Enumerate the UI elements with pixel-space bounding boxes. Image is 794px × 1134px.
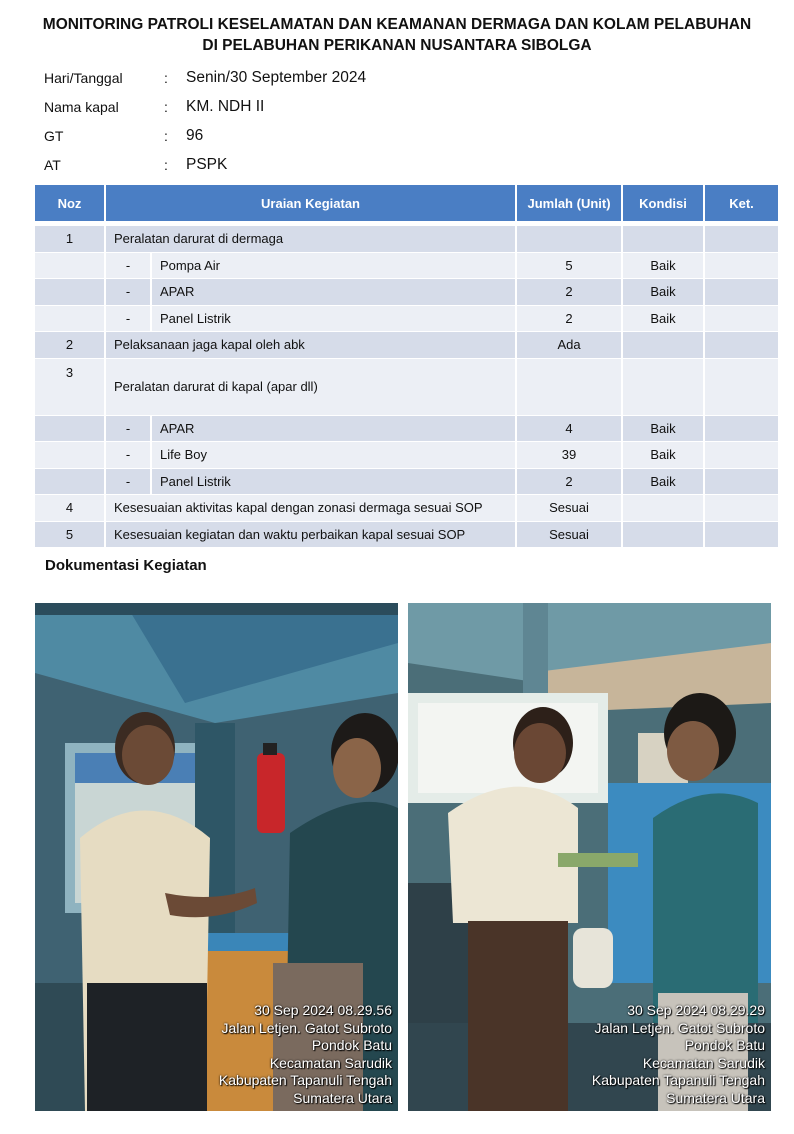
table-row — [35, 305, 780, 332]
row-no: 1 — [35, 225, 106, 252]
row-no — [35, 278, 106, 305]
row-description: Peralatan darurat di dermaga — [106, 225, 517, 252]
row-condition: Baik — [623, 415, 705, 442]
row-quantity — [517, 358, 623, 415]
row-condition: Baik — [623, 441, 705, 468]
photo-1-timestamp — [219, 1002, 392, 1107]
row-no: 3 — [35, 358, 106, 415]
activity-photo-1 — [35, 603, 398, 1111]
row-dash: - — [106, 415, 152, 442]
row-quantity: 2 — [517, 468, 623, 495]
stamp-line: Jalan Letjen. Gatot Subroto — [594, 1019, 765, 1036]
info-label: AT — [44, 157, 61, 173]
row-no: 5 — [35, 521, 106, 548]
row-notes — [705, 278, 780, 305]
row-no: 4 — [35, 494, 106, 521]
row-description: APAR — [152, 415, 517, 442]
row-notes — [705, 521, 780, 548]
row-description: Kesesuaian kegiatan dan waktu perbaikan kapal sesuai SOP — [106, 521, 517, 548]
row-condition: Baik — [623, 305, 705, 332]
info-value: KM. NDH II — [186, 98, 265, 115]
row-dash: - — [106, 278, 152, 305]
row-condition: Baik — [623, 468, 705, 495]
photo-2-timestamp — [592, 1002, 765, 1107]
table-row — [35, 252, 780, 279]
row-description: Panel Listrik — [152, 468, 517, 495]
row-dash: - — [106, 441, 152, 468]
row-description: Pompa Air — [152, 252, 517, 279]
row-quantity: 39 — [517, 441, 623, 468]
header-description: Uraian Kegiatan — [106, 185, 517, 221]
row-notes — [705, 305, 780, 332]
row-no — [35, 415, 106, 442]
row-description: Panel Listrik — [152, 305, 517, 332]
row-no — [35, 305, 106, 332]
stamp-line: Sumatera Utara — [666, 1089, 765, 1106]
stamp-line: Pondok Batu — [684, 1037, 765, 1053]
row-notes — [705, 494, 780, 521]
row-quantity — [517, 225, 623, 252]
table-row — [35, 358, 780, 415]
info-label: Hari/Tanggal — [44, 70, 123, 86]
row-notes — [705, 441, 780, 468]
table-row — [35, 331, 780, 358]
table-row — [35, 494, 780, 521]
title-line-2: DI PELABUHAN PERIKANAN NUSANTARA SIBOLGA — [202, 37, 592, 54]
row-notes — [705, 331, 780, 358]
table-row — [35, 468, 780, 495]
row-description: APAR — [152, 278, 517, 305]
info-label: Nama kapal — [44, 99, 119, 115]
row-description: Pelaksanaan jaga kapal oleh abk — [106, 331, 517, 358]
row-notes — [705, 225, 780, 252]
table-row — [35, 415, 780, 442]
row-dash: - — [106, 468, 152, 495]
row-condition — [623, 225, 705, 252]
row-notes — [705, 415, 780, 442]
table-row — [35, 441, 780, 468]
row-condition: Baik — [623, 252, 705, 279]
section-title: Dokumentasi Kegiatan — [45, 557, 207, 574]
row-condition: Baik — [623, 278, 705, 305]
document-title — [20, 14, 774, 56]
title-line-1: MONITORING PATROLI KESELAMATAN DAN KEAMANAN DERMAGA DAN KOLAM PELABUHAN — [42, 16, 752, 33]
info-colon: : — [164, 70, 168, 86]
header-notes: Ket. — [705, 185, 780, 221]
row-description: Life Boy — [152, 441, 517, 468]
info-colon: : — [164, 157, 168, 173]
info-value: PSPK — [186, 156, 228, 173]
row-notes — [705, 358, 780, 415]
row-quantity: 5 — [517, 252, 623, 279]
stamp-line: Jalan Letjen. Gatot Subroto — [221, 1019, 392, 1036]
header-condition: Kondisi — [623, 185, 705, 221]
header-quantity: Jumlah (Unit) — [517, 185, 623, 221]
info-label: GT — [44, 128, 64, 144]
activity-table — [35, 185, 780, 547]
table-row — [35, 521, 780, 548]
row-notes — [705, 252, 780, 279]
stamp-line: 30 Sep 2024 08.29.56 — [254, 1002, 392, 1018]
stamp-line: 30 Sep 2024 08.29.29 — [627, 1002, 765, 1018]
stamp-line: Pondok Batu — [311, 1037, 392, 1053]
row-dash: - — [106, 252, 152, 279]
row-quantity: 2 — [517, 305, 623, 332]
row-quantity: Sesuai — [517, 521, 623, 548]
header-no: Noz — [35, 185, 106, 221]
row-condition — [623, 521, 705, 548]
table-row — [35, 278, 780, 305]
row-condition — [623, 494, 705, 521]
row-no — [35, 441, 106, 468]
row-dash: - — [106, 305, 152, 332]
row-no — [35, 468, 106, 495]
stamp-line: Kabupaten Tapanuli Tengah — [591, 1072, 765, 1088]
stamp-line: Kecamatan Sarudik — [269, 1054, 392, 1071]
info-colon: : — [164, 128, 168, 144]
row-quantity: 2 — [517, 278, 623, 305]
row-description: Kesesuaian aktivitas kapal dengan zonasi dermaga sesuai SOP — [106, 494, 517, 521]
info-value: 96 — [186, 127, 204, 144]
stamp-line: Kabupaten Tapanuli Tengah — [218, 1072, 392, 1088]
row-no — [35, 252, 106, 279]
row-condition — [623, 358, 705, 415]
info-colon: : — [164, 99, 168, 115]
stamp-line: Kecamatan Sarudik — [642, 1054, 765, 1071]
row-notes — [705, 468, 780, 495]
info-value: Senin/30 September 2024 — [186, 69, 367, 86]
row-quantity: 4 — [517, 415, 623, 442]
activity-photo-2 — [408, 603, 771, 1111]
row-description: Peralatan darurat di kapal (apar dll) — [106, 358, 517, 415]
row-quantity: Sesuai — [517, 494, 623, 521]
row-quantity: Ada — [517, 331, 623, 358]
stamp-line: Sumatera Utara — [293, 1089, 392, 1106]
table-row — [35, 225, 780, 252]
row-no: 2 — [35, 331, 106, 358]
row-condition — [623, 331, 705, 358]
table-header-row — [35, 185, 780, 221]
